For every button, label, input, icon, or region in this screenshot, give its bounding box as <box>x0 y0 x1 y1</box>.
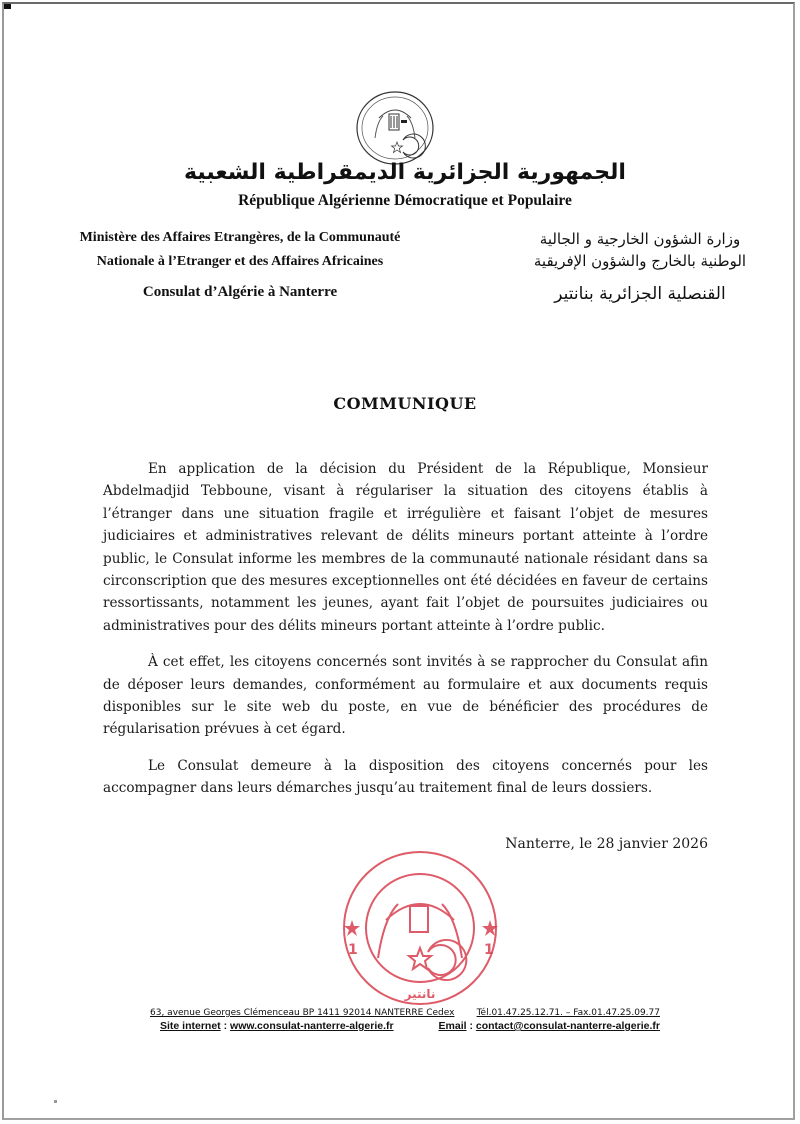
stamp-number-left: 1 <box>348 942 358 958</box>
ministry-fr-line2: Nationale à l’Etranger et des Affaires Africaines <box>96 254 384 269</box>
consulate-name-ar: القنصلية الجزائرية بنانتير <box>554 284 726 304</box>
ministry-ar-line1: وزارة الشؤون الخارجية و الجالية <box>539 230 741 248</box>
footer-address-line <box>150 1008 660 1018</box>
stamp-bottom-text: نانتير <box>404 987 436 1001</box>
email-label: Email <box>438 1020 467 1032</box>
consulate-seal-stamp-icon <box>338 848 503 1013</box>
document-title: COMMUNIQUE <box>333 394 477 413</box>
date-place-line: Nanterre, le 28 janvier 2026 <box>505 836 708 852</box>
footer-phone-fax: Tél.01.47.25.12.71. – Fax.01.47.25.09.77 <box>476 1008 660 1018</box>
ministry-name-ar <box>500 228 780 272</box>
stamp-number-right: 1 <box>484 942 494 958</box>
scan-corner-mark <box>4 4 11 9</box>
site-url-link[interactable]: www.consulat-nanterre-algerie.fr <box>230 1020 394 1032</box>
ministry-name-fr <box>40 226 440 274</box>
scan-speck <box>54 1100 57 1103</box>
paragraph-3: Le Consulat demeure à la disposition des citoyens concernés pour les accompagner dans leurs démarches jusqu’au traitement final de leurs dossiers. <box>103 757 708 797</box>
arabic-republic-title: الجمهورية الجزائرية الديمقراطية الشعبية <box>184 160 626 185</box>
email-link[interactable]: contact@consulat-nanterre-algerie.fr <box>475 1020 660 1032</box>
consulate-name-fr: Consulat d’Algérie à Nanterre <box>142 284 338 300</box>
ministry-ar-line2: الوطنية بالخارج والشؤون الإفريقية <box>533 252 747 270</box>
footer-web-line: Site internet : www.consulat-nanterre-algerie.fr Email : contact@consulat-nanterre-algerie.fr <box>160 1020 660 1032</box>
footer-address: 63, avenue Georges Clémenceau BP 1411 92014 NANTERRE Cedex <box>150 1008 455 1018</box>
french-republic-title: République Algérienne Démocratique et Populaire <box>238 192 572 209</box>
paragraph-1: En application de la décision du Président de la République, Monsieur Abdelmadjid Tebboune, visant à régulariser la situation des citoyens établis à l’étranger dans une situation fragile et irrégulière et faisant l’objet de mesures judiciaires et administratives relevant de délits mineurs portant atteinte à l’ordre public, le Consulat informe les membres de la communauté nationale résidant dans sa circonscription que des mesures exceptionnelles ont été décidées en faveur de certains ressortissants, notamment les jeunes, ayant fait l’objet de poursuites judiciaires ou administratives pour des délits mineurs portant atteinte à l’ordre public. <box>103 461 708 634</box>
paragraph-2: À cet effet, les citoyens concernés sont invités à se rapprocher du Consulat afin de déposer leurs demandes, conformément au formulaire et aux documents requis disponibles sur le site web du poste, en vue de bénéficier des procédures de régularisation prévues à cet égard. <box>103 654 708 738</box>
site-label: Site internet <box>160 1020 221 1032</box>
ministry-fr-line1: Ministère des Affaires Etrangères, de la Communauté <box>79 230 401 245</box>
algeria-emblem-icon <box>355 88 435 168</box>
communique-body <box>103 458 708 814</box>
